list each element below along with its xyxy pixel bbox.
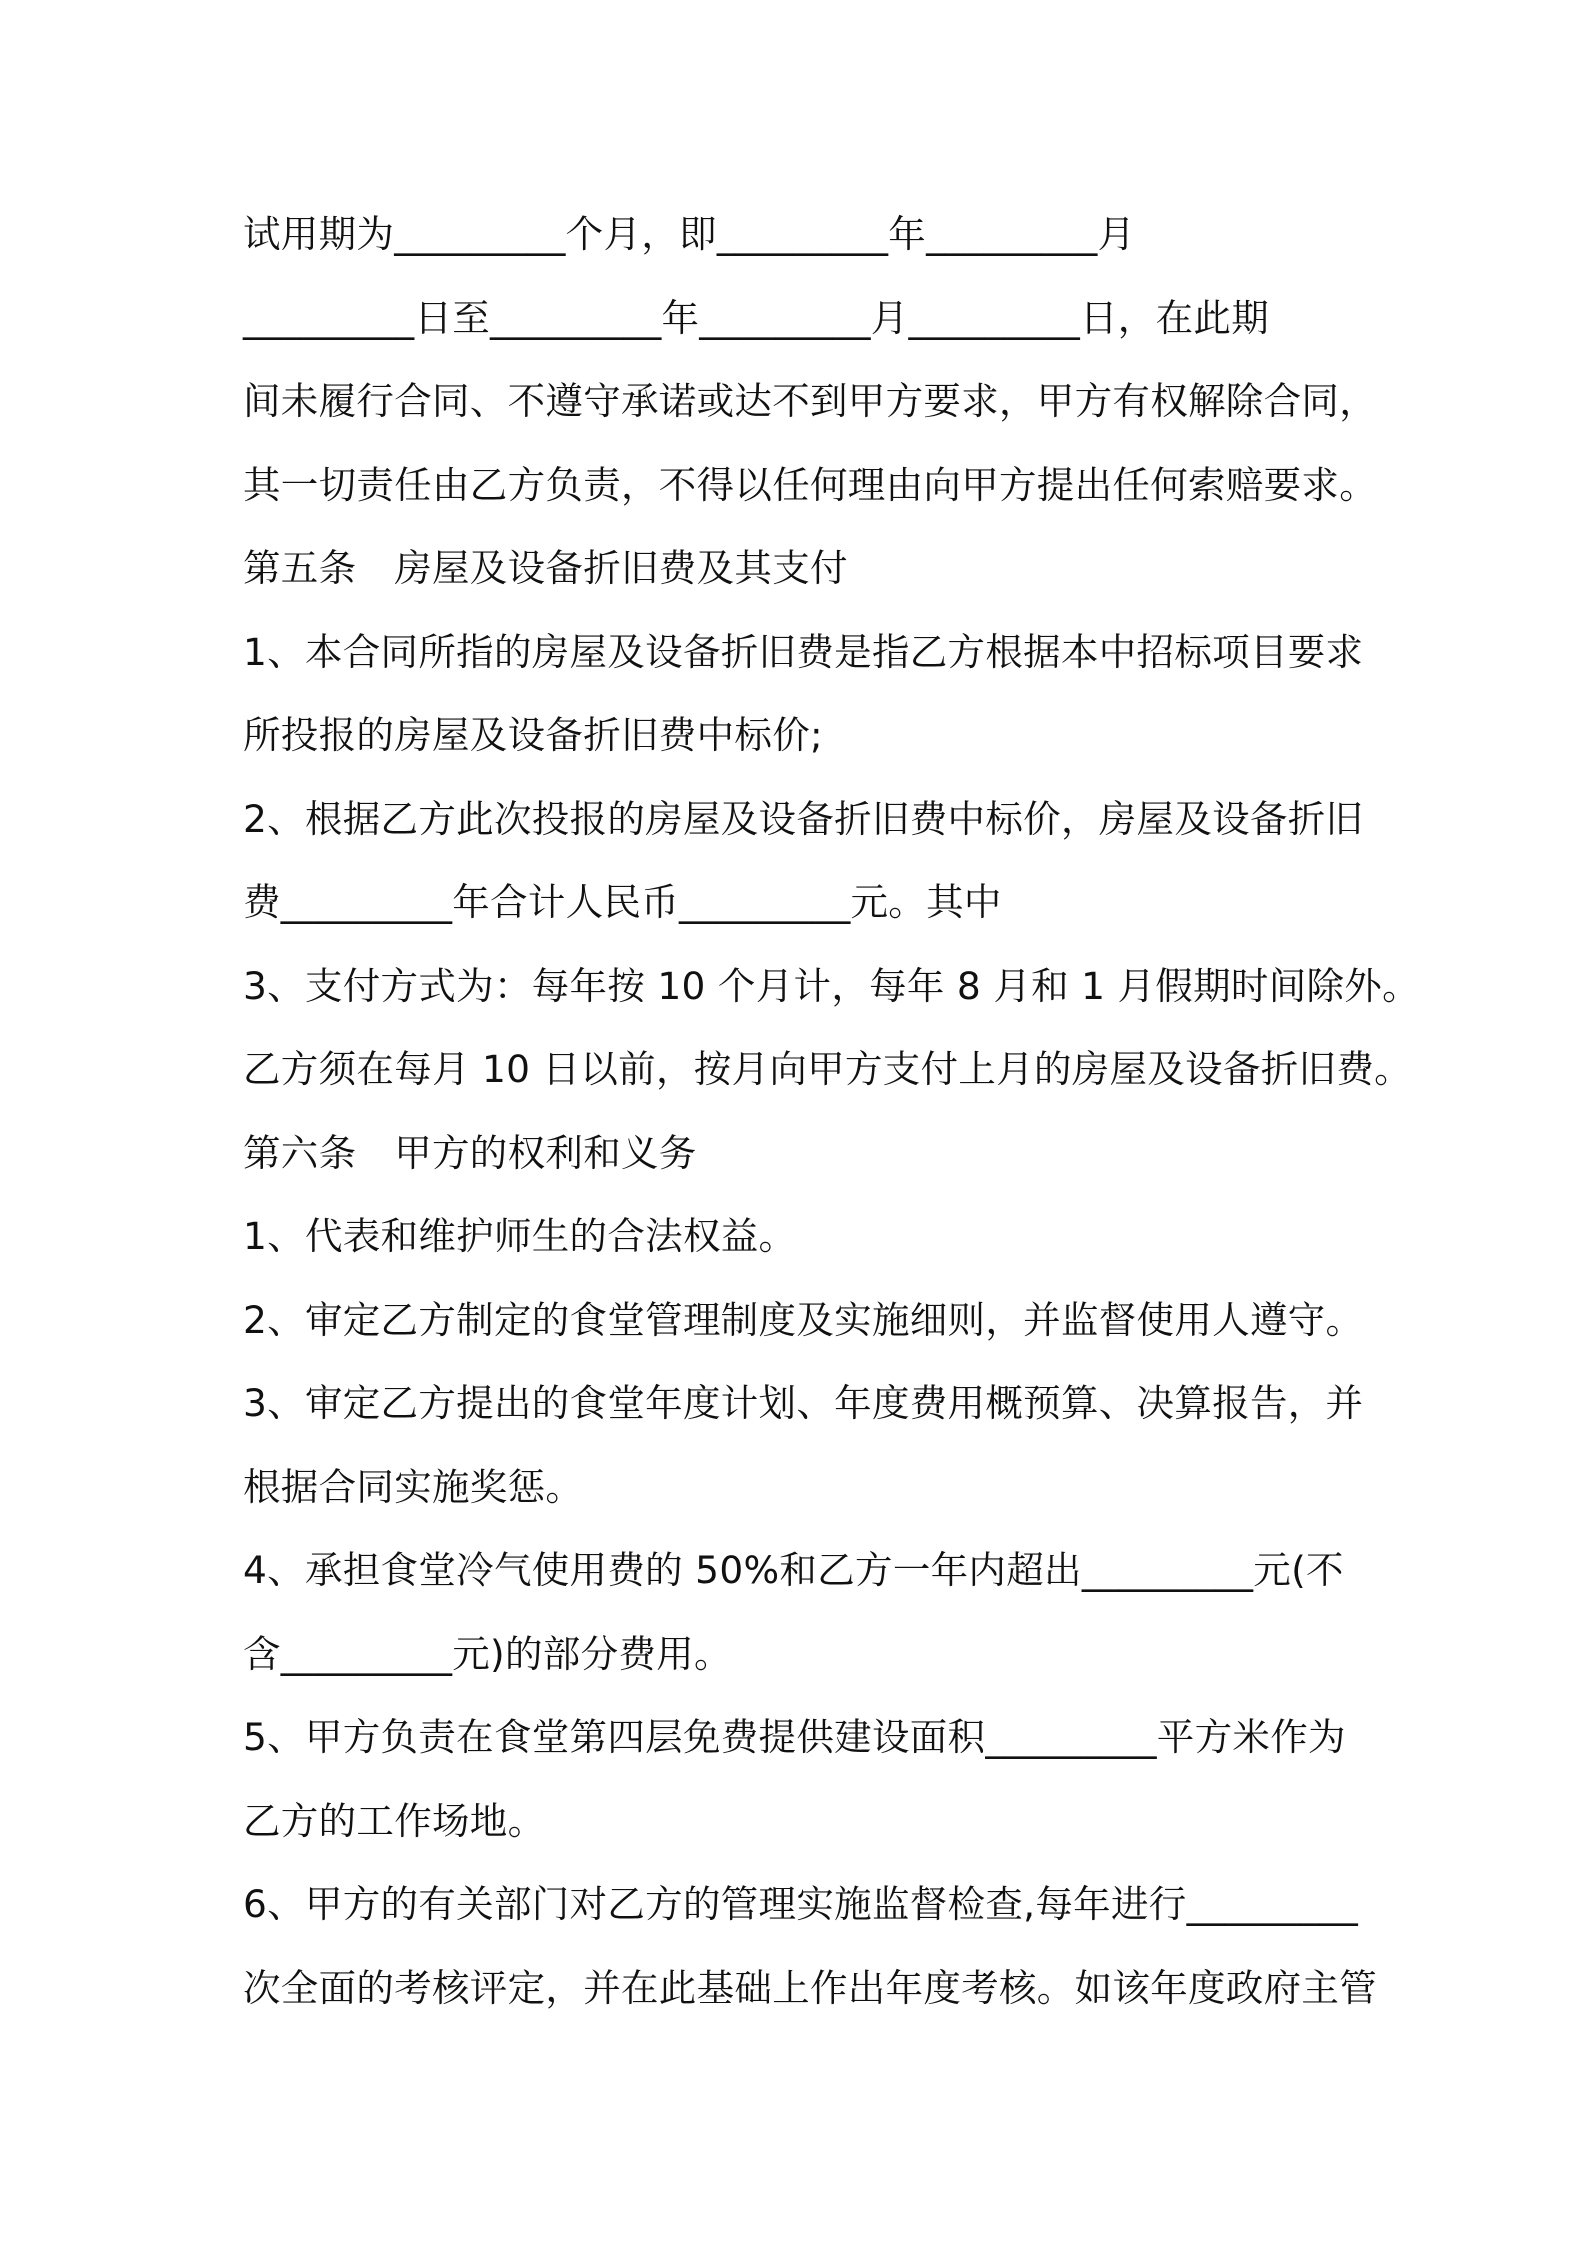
document-body	[243, 193, 1420, 2030]
text-line: 3、支付方式为：每年按 10 个月计，每年 8 月和 1 月假期时间除外。	[243, 963, 1420, 1008]
text-line: 2、审定乙方制定的食堂管理制度及实施细则，并监督使用人遵守。	[243, 1297, 1364, 1342]
text-line: 1、本合同所指的房屋及设备折旧费是指乙方根据本中招标项目要求	[243, 629, 1364, 674]
text-line: 3、审定乙方提出的食堂年度计划、年度费用概预算、决算报告，并	[243, 1381, 1364, 1425]
text-line: 6、甲方的有关部门对乙方的管理实施监督检查,每年进行_________	[243, 1882, 1359, 1926]
text-line: 所投报的房屋及设备折旧费中标价;	[243, 713, 823, 757]
text-line: 4、承担食堂冷气使用费的 50%和乙方一年内超出_________元(不	[243, 1548, 1344, 1592]
text-line: 间未履行合同、不遵守承诺或达不到甲方要求，甲方有权解除合同，	[243, 379, 1377, 423]
text-line: _________日至_________年_________月_________日，在此期	[243, 295, 1269, 340]
text-line: 含_________元)的部分费用。	[243, 1631, 732, 1676]
text-line: 乙方须在每月 10 日以前，按月向甲方支付上月的房屋及设备折旧费。	[243, 1047, 1412, 1091]
text-line: 根据合同实施奖惩。	[243, 1464, 584, 1509]
text-line: 1、代表和维护师生的合法权益。	[243, 1214, 797, 1258]
text-line: 试用期为_________个月，即_________年_________月	[243, 212, 1136, 256]
text-line: 其一切责任由乙方负责，不得以任何理由向甲方提出任何索赔要求。	[243, 462, 1377, 507]
text-line: 2、根据乙方此次投报的房屋及设备折旧费中标价，房屋及设备折旧	[243, 796, 1364, 841]
section-heading: 第六条 甲方的权利和义务	[243, 1130, 697, 1175]
text-line: 乙方的工作场地。	[243, 1798, 546, 1843]
text-line: 5、甲方负责在食堂第四层免费提供建设面积_________平方米作为	[243, 1715, 1346, 1759]
text-line: 次全面的考核评定，并在此基础上作出年度考核。如该年度政府主管	[243, 1965, 1377, 2010]
text-line: 费_________年合计人民币_________元。其中	[243, 880, 1002, 924]
section-heading: 第五条 房屋及设备折旧费及其支付	[243, 546, 848, 590]
